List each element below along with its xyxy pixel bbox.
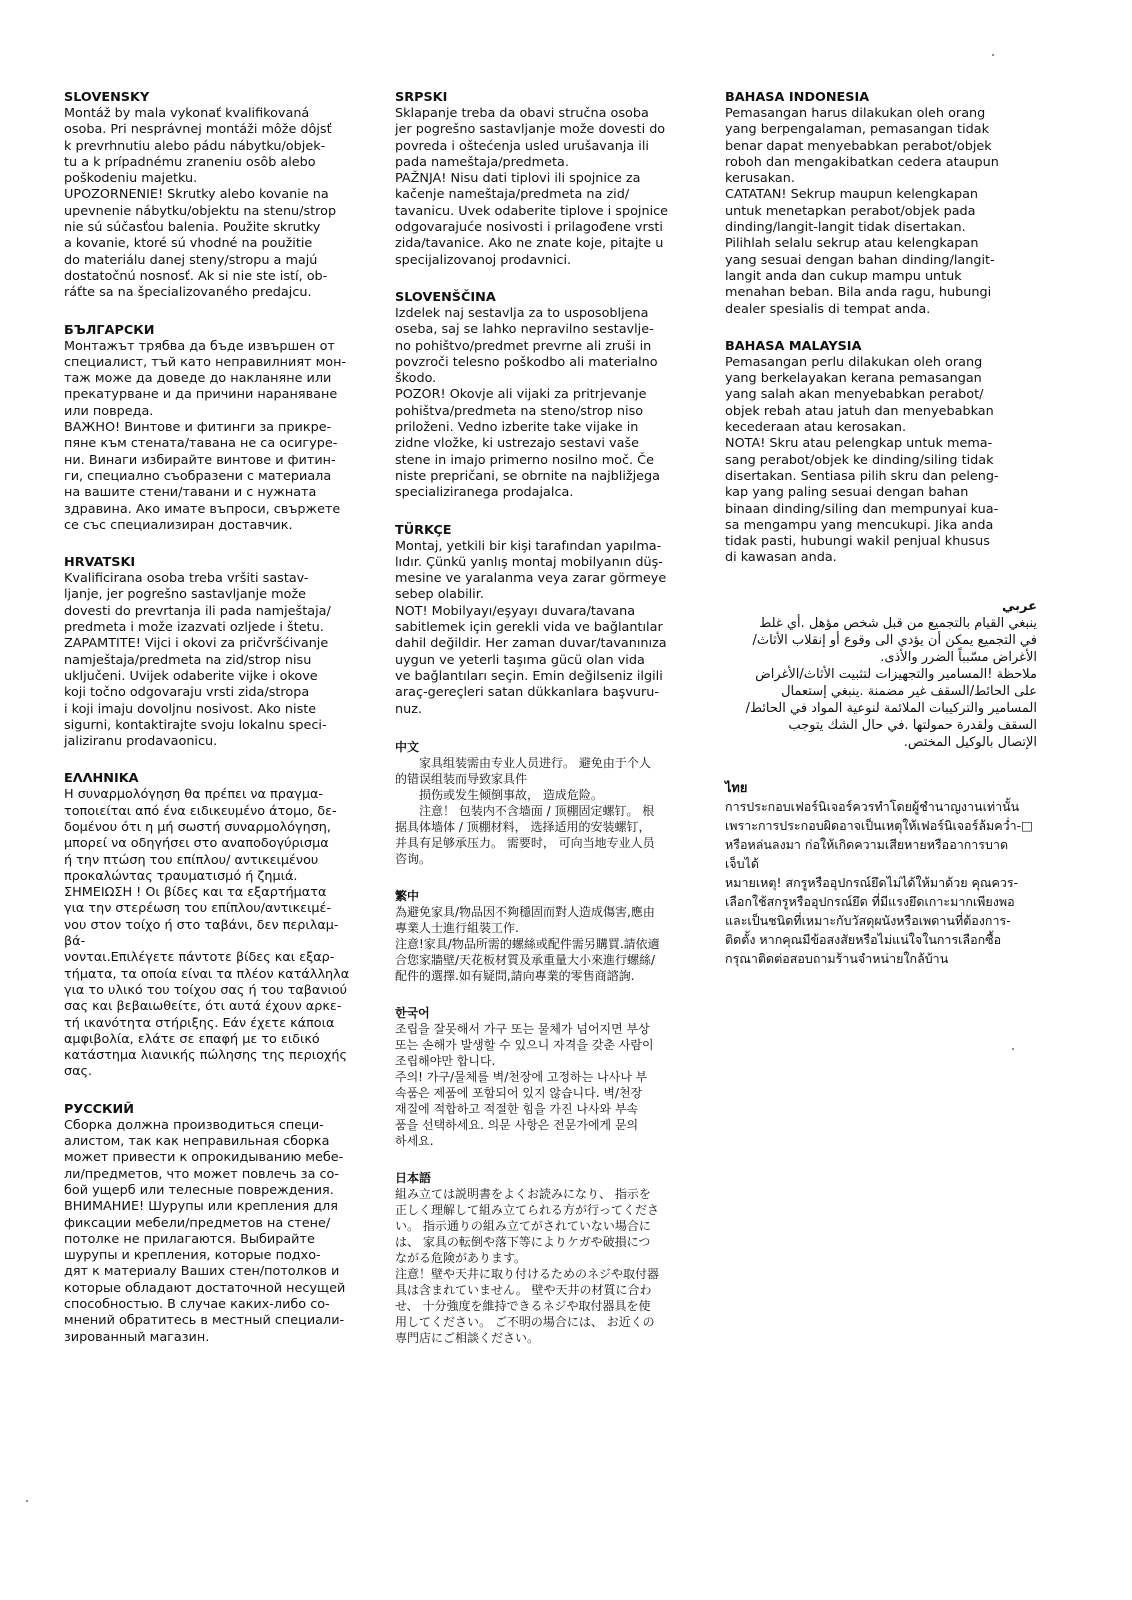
section-heading: BAHASA MALAYSIA	[725, 338, 862, 354]
section-heading: ΕΛΛΗΝΙΚΑ	[64, 771, 139, 787]
section-paragraph: PAŽNJA! Nisu dati tiplovi ili spojnice za kačenje nameštaja/predmeta na zid/ tavanicu. Uvek odaberite tiplove i spojnice odgovarajuće nosivosti i prilagođene vrsti zida/tavanice. Ako ne znate koje, pitajte u specijalizovanoj prodavnici.	[395, 171, 669, 268]
section-korean	[395, 1005, 707, 1149]
section-heading: РУССКИЙ	[64, 1101, 134, 1117]
section-thai	[725, 781, 1037, 968]
section-paragraph: 주의! 가구/물체를 벽/천장에 고정하는 나사나 부 속품은 제품에 포함되어 있지 않습니다. 벽/천장 재질에 적합하고 적절한 힘을 가진 나사와 부속 품을 선택하세요. 의문 사항은 전문가에게 문의 하세요.	[395, 1069, 648, 1148]
section-paragraph: NOTA! Skru atau pelengkap untuk mema- sang perabot/objek ke dinding/siling tidak disertakan. Sentiasa pilih skru dan peleng- kap yang paling sesuai dengan bahan binaan dinding/siling dan mempunyai kua- sa mengampu yang mencukupi. Jika anda tidak pasti, hubungi wakil penjual khusus di kawasan anda.	[725, 436, 999, 566]
section-paragraph: ينبغي القيام بالتجميع من قبل شخص مؤهل .أي غلط في التجميع يمكن أن يؤدي الى وقوع أو إنقلاب الأثاث/ الأغراض مسّبباً الضرر والأذى.	[752, 615, 1037, 665]
section-slovensky	[64, 90, 376, 302]
section-srpski	[395, 90, 707, 269]
scan-speck	[992, 54, 994, 56]
section-heading: عربي	[1001, 598, 1037, 614]
section-hrvatski	[64, 555, 376, 750]
section-bahasa-indonesia	[725, 90, 1037, 318]
section-paragraph: 注意！壁や天井に取り付けるためのネジや取付器 具は含まれていません。 壁や天井の材質に合わ せ、 十分強度を維持できるネジや取付器具を使 用してください。 ご不明の場合には、 お近くの 専門店にご相談ください。	[395, 1266, 660, 1345]
scan-speck	[26, 1500, 28, 1502]
section-paragraph: 家具组装需由专业人员进行。 避免由于个人 的错误组装而导致家具件 损伤或发生倾倒事故， 造成危险。	[395, 755, 651, 802]
section-paragraph: Pemasangan harus dilakukan oleh orang yang berpengalaman, pemasangan tidak benar dapat menyebabkan perabot/objek roboh dan mengakibatkan cedera ataupun kerusakan.	[725, 106, 999, 187]
section-heading: 日本語	[395, 1170, 432, 1185]
section-bulgarian	[64, 323, 376, 535]
section-heading: HRVATSKI	[64, 555, 136, 571]
section-heading: ไทย	[725, 780, 748, 796]
section-japanese	[395, 1170, 707, 1346]
column-right	[725, 90, 1037, 989]
section-arabic	[725, 599, 1037, 751]
section-paragraph: ملاحظة !المسامير والتجهيزات لتثبيت الأثاث/الأغراض على الحائط/السقف غير مضمنة .ينبغي إستعمال المسامير والتركيبات الملائمة لنوعية المواد في الحائط/ السقف ولقدرة حمولتها .في حال الشك يتوجب الإتصال بالوكيل المختص.	[745, 666, 1037, 750]
section-paragraph: หมายเหตุ! สกรูหรืออุปกรณ์ยึดไม่ได้ให้มาด้วย คุณควร- เลือกใช้สกรูหรืออุปกรณ์ยึด ที่มีแรงยึดเกาะมากเพียงพอ และเป็นชนิดที่เหมาะกับวัสดุผนังหรือเพดานที่ต้องการ- ติดตั้ง หากคุณมีข้อสงสัยหรือไม่แน่ใจในการเลือกซื้อ กรุณาติดต่อสอบถามร้านจำหน่ายใกล้บ้าน	[725, 874, 1019, 966]
section-paragraph: UPOZORNENIE! Skrutky alebo kovanie na upevnenie nábytku/objektu na stenu/strop nie sú súčasťou balenia. Použite skrutky a kovanie, ktoré sú vhodné na použitie do materiálu danej steny/stropu a majú dostatočnú nosnosť. Ak si nie ste istí, ob- ráťte sa na špecializovaného predajcu.	[64, 187, 337, 301]
section-heading: 中文	[395, 739, 420, 754]
section-heading: TÜRKÇE	[395, 522, 452, 538]
section-paragraph: POZOR! Okovje ali vijaki za pritrjevanje pohištva/predmeta na steno/strop niso priloženi. Vedno izberite take vijake in zidne vložke, ki ustrezajo sestavi vaše stene in imajo primerno nosilno moč. Če niste prepričani, se obrnite na najbližjega specializiranega prodajalca.	[395, 387, 660, 501]
section-paragraph: Pemasangan perlu dilakukan oleh orang yang berkelayakan kerana pemasangan yang salah akan menyebabkan perabot/ objek rebah atau jatuh dan menyebabkan kecederaan atau kerosakan.	[725, 354, 994, 436]
section-bahasa-malaysia	[725, 339, 1037, 567]
scan-speck	[1012, 1048, 1014, 1050]
section-turkce	[395, 523, 707, 718]
section-paragraph: Η συναρμολόγηση θα πρέπει να πραγμα- τοποιείται από ένα ειδικευμένο άτομο, δε- δομένου ότι η μή σωστή συναρμολόγηση, μπορεί να οδηγήσει στο αναποδογύρισμα ή την πτώση του επίπλου/ αντικειμένου προκαλώντας τραυματισμό ή ζημιά.	[64, 787, 337, 884]
section-paragraph: 組み立ては説明書をよくお読みになり、 指示を 正しく理解して組み立てられる方が行ってくださ い。 指示通りの組み立てがされていない場合に は、 家具の転倒や落下等によりケガや破損につ ながる危険があります。	[395, 1186, 660, 1265]
section-heading: 한국어	[395, 1005, 430, 1020]
section-chinese-traditional	[395, 888, 707, 984]
section-paragraph: การประกอบเฟอร์นิเจอร์ควรทำโดยผู้ชำนาญงานเท่านั้น เพราะการประกอบผิดอาจเป็นเหตุให้เฟอร์นิเจอร์ล้มคว่ำ-□ หรือหล่นลงมา ก่อให้เกิดความเสียหายหรืออาการบาด เจ็บได้	[725, 798, 1033, 871]
section-paragraph: ВАЖНО! Винтове и фитинги за прикре- пяне към стената/тавана не са осигуре- ни. Винаги избирайте винтове и фитин- ги, специално съобразени с материала на вашите стени/тавани и с нужната здравина. Ако имате въпроси, свържете се със специализиран доставчик.	[64, 420, 341, 533]
section-paragraph: Сборка должна производиться специ- алистом, так как неправильная сборка может привести к опрокидыванию мебе- ли/предметов, что может повлечь за со- бой ущерб или телесные повреждения.	[64, 1117, 344, 1198]
section-paragraph: Sklapanje treba da obavi stručna osoba jer pogrešno sastavljanje može dovesti do povreda i oštećenja usled urušavanja ili pada nameštaja/predmeta.	[395, 106, 666, 170]
section-paragraph: ΣΗΜΕΙΩΣΗ ! Οι βίδες και τα εξαρτήματα για την στερέωση του επίπλου/αντικειμέ- νου στον τοίχο ή στο ταβάνι, δεν περιλαμ- βά- νονται.Επιλέγετε πάντοτε βίδες και εξαρ- τήματα, τα οποία είναι τα πλέον κατάλληλα για το υλικό του τοίχου σας ή του ταβανιού σας και βεβαιωθείτε, ότι αυτά έχουν αρκε- τή ικανότητα στήριξης. Εάν έχετε κάποια αμφιβολία, ελάτε σε επαφή με το ειδικό κατάστημα λιανικής πώλησης της περιοχής σας.	[64, 885, 350, 1080]
section-heading: БЪЛГАРСКИ	[64, 322, 155, 338]
section-paragraph: NOT! Mobilyayı/eşyayı duvara/tavana sabitlemek için gerekli vida ve bağlantılar dahil değildir. Her zaman duvar/tavanınıza uygun ve yeterli taşıma gücü olan vida ve bağlantıları seçin. Emin değilseniz ilgili araç-gereçleri satan dükkanlara başvuru- nuz.	[395, 603, 667, 717]
section-paragraph: Montáž by mala vykonať kvalifikovaná osoba. Pri nesprávnej montáži môže dôjsť k prevrhnutiu alebo pádu nábytku/objek- tu a k prípadnému zraneniu osôb alebo poškodeniu majetku.	[64, 106, 332, 187]
section-chinese-simplified	[395, 739, 707, 867]
section-heading: SRPSKI	[395, 90, 448, 105]
section-paragraph: Монтажът трябва да бъде извършен от специалист, тъй като неправилният мон- таж може да доведе до накланяне или прекатурване и да причини нараняване или повреда.	[64, 338, 347, 419]
section-slovenscina	[395, 290, 707, 502]
section-russian	[64, 1102, 376, 1346]
section-greek	[64, 771, 376, 1080]
section-paragraph: ZAPAMTITE! Vijci i okovi za pričvršćivanje namještaja/predmeta na zid/strop nisu uključeni. Uvijek odaberite vijke i okove koji točno odgovaraju vrsti zida/stropa i koji imaju dovoljnu nosivost. Ako niste sigurni, kontaktirajte svoju lokalnu speci- jaliziranu prodavaonicu.	[64, 636, 329, 750]
section-heading: SLOVENSKY	[64, 90, 150, 105]
section-heading: SLOVENŠČINA	[395, 289, 496, 305]
column-left	[64, 90, 376, 1367]
section-paragraph: CATATAN! Sekrup maupun kelengkapan untuk menetapkan perabot/objek pada dinding/langit-langit tidak disertakan. Pilihlah selalu sekrup atau kelengkapan yang sesuai dengan bahan dinding/langit- langit anda dan cukup mampu untuk menahan beban. Bila anda ragu, hubungi dealer spesialis di tempat anda.	[725, 187, 995, 317]
section-paragraph: 注意!家具/物品所需的螺絲或配件需另購買.請依適 合您家牆壁/天花板材質及承重量大小來進行螺絲/ 配件的選擇.如有疑問,請向專業的零售商諮詢.	[395, 936, 660, 983]
section-paragraph: Montaj, yetkili bir kişi tarafından yapılma- lıdır. Çünkü yanlış montaj mobilyanın düş- mesine ve yaralanma veya zarar görmeye sebep olabilir.	[395, 538, 667, 603]
section-paragraph: Kvalificirana osoba treba vršiti sastav- ljanje, jer pogrešno sastavljanje može dovesti do prevrtanja ili pada namještaja/ predmeta i može izazvati ozljede i štetu.	[64, 571, 331, 636]
section-heading: 繁中	[395, 888, 420, 903]
section-paragraph: 為避免家具/物品因不夠穩固而對人造成傷害,應由 專業人士進行組裝工作.	[395, 904, 655, 935]
section-paragraph: Izdelek naj sestavlja za to usposobljena oseba, saj se lahko nepravilno sestavlje- no pohištvo/predmet prevrne ali zruši in povzroči telesno poškodbo ali materialno škodo.	[395, 305, 658, 387]
section-paragraph: ВНИМАНИЕ! Шурупы или крепления для фиксации мебели/предметов на стене/ потолке не прилагаются. Выбирайте шурупы и крепления, которые подхо- дят к материалу Ваших стен/потолков и которые обладают достаточной несущей способностью. В случае каких-либо со- мнений обратитесь в местный специали- зированный магазин.	[64, 1199, 346, 1345]
section-heading: BAHASA INDONESIA	[725, 90, 870, 105]
section-paragraph: 注意！ 包装内不含墙面 / 顶棚固定螺钉。 根 据具体墙体 / 顶棚材料， 选择适用的安装螺钉， 并具有足够承压力。 需要时， 可向当地专业人员 咨询。	[395, 803, 655, 866]
column-middle	[395, 90, 707, 1367]
section-paragraph: 조립을 잘못해서 가구 또는 물체가 넘어지면 부상 또는 손해가 발생할 수 있으니 자격을 갖춘 사람이 조립해야만 합니다.	[395, 1021, 654, 1068]
